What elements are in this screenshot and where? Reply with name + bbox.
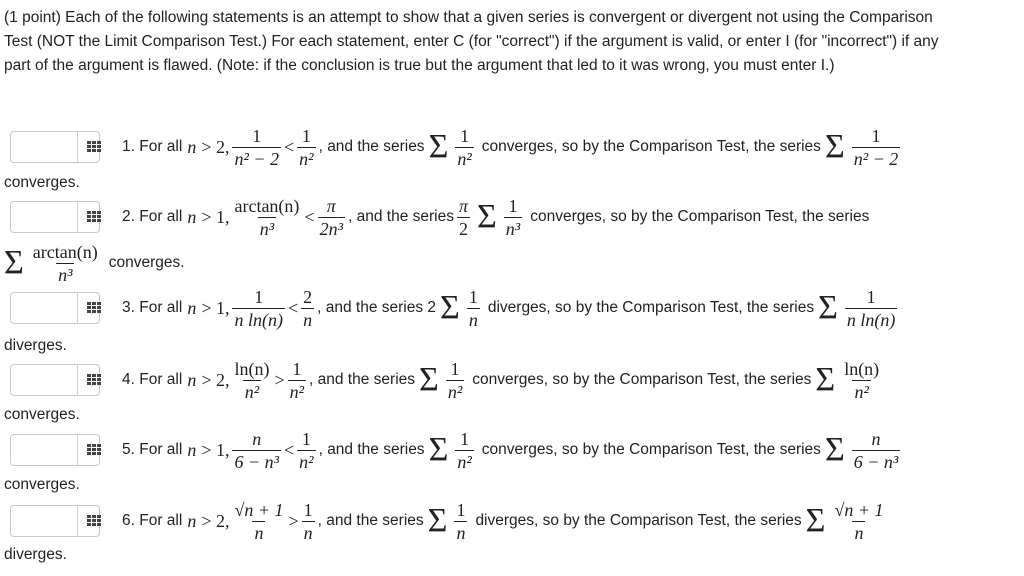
- fraction: $\frac{1}{n}$: [468, 286, 478, 330]
- answer-input-1[interactable]: [11, 132, 67, 162]
- grid-icon[interactable]: [87, 211, 101, 223]
- answer-input-5[interactable]: [11, 435, 67, 465]
- answer-box-3: [10, 292, 100, 324]
- fraction: $\frac{1}{\text{n² − 2}}$: [234, 125, 280, 169]
- grid-icon[interactable]: [87, 374, 101, 386]
- fraction: $\frac{1}{\text{n²}}$: [299, 125, 314, 169]
- fraction: $\frac{1}{\text{n³}}$: [505, 195, 521, 239]
- sigma-icon: Σ: [440, 289, 460, 326]
- answer-box-5: [10, 434, 100, 466]
- conclusion-5: converges.: [4, 476, 80, 493]
- fraction: $\frac{2}{n}$: [303, 286, 313, 330]
- fraction: $\frac{1}{\text{n²}}$: [289, 358, 305, 402]
- fraction: $\frac{n}{\text{6 − n³}}$: [234, 428, 280, 472]
- sigma-icon: Σ: [419, 361, 439, 398]
- grid-icon[interactable]: [87, 444, 101, 456]
- statement-2-tail: [4, 238, 185, 288]
- statement-1: 1. For all n > 2, $\frac{1}{\text{n² − 2}}$ < $\frac{1}{\text{n²}}$ , and the series Σ $\frac{1}{\text{n²}}$ converges, so by the Comparison Test, the series Σ $\frac{1}{\text{n² − 2}}$: [122, 125, 899, 169]
- statement-label: 2. For all: [122, 208, 183, 225]
- statement-6: 6. For all n > 2, $\frac{√n + 1}{n}$ > $\frac{1}{n}$ , and the series Σ $\frac{1}{n}$ diverges, so by the Comparison Test, the series Σ $\frac{√n + 1}{n}$: [122, 499, 884, 543]
- fraction: $\frac{1}{\text{n²}}$: [447, 358, 463, 402]
- answer-box-2: [10, 201, 100, 233]
- fraction: $\frac{\ln(n)}{\text{n²}}$: [234, 358, 270, 402]
- fraction: $\frac{n}{\text{6 − n³}}$: [853, 428, 899, 472]
- sigma-icon: Σ: [4, 244, 24, 281]
- conclusion-4: converges.: [4, 406, 80, 423]
- sigma-icon: Σ: [805, 502, 826, 539]
- sigma-icon: Σ: [824, 431, 845, 468]
- fraction: $\frac{√n + 1}{n}$: [234, 499, 284, 543]
- fraction: $\frac{√n + 1}{n}$: [834, 499, 884, 543]
- sigma-icon: Σ: [477, 198, 497, 235]
- fraction: $\frac{1}{\text{n² − 2}}$: [853, 125, 899, 169]
- answer-box-4: [10, 364, 100, 396]
- grid-icon[interactable]: [87, 515, 101, 527]
- grid-icon[interactable]: [87, 302, 101, 314]
- answer-input-3[interactable]: [11, 293, 67, 323]
- conclusion-1: converges.: [4, 174, 80, 191]
- statement-label: 4. For all: [122, 371, 183, 388]
- fraction: $\frac{1}{n}$: [456, 499, 466, 543]
- conclusion-6: diverges.: [4, 546, 67, 563]
- statement-2: 2. For all n > 1, $\frac{\arctan(n)}{\text{n³}}$ < $\frac{\pi}{\text{2n³}}$ , and the series $\frac{\pi}{2}$ Σ $\frac{1}{\text{n³}}$ converges, so by the Comparison Test, the series: [122, 195, 870, 239]
- statement-label: 5. For all: [122, 441, 183, 458]
- answer-box-1: [10, 131, 100, 163]
- instructions-line: (1 point) Each of the following statements is an attempt to show that a given series is convergent or divergent not using the Comparison: [4, 9, 933, 26]
- fraction: $\frac{1}{\text{n²}}$: [457, 428, 472, 472]
- fraction: $\frac{1}{\text{n ln(n)}}$: [846, 286, 896, 330]
- fraction: $\frac{\ln(n)}{\text{n²}}$: [844, 358, 880, 402]
- statement-label: 6. For all: [122, 512, 183, 529]
- sigma-icon: Σ: [824, 128, 845, 165]
- grid-icon[interactable]: [87, 141, 101, 153]
- sigma-icon: Σ: [428, 431, 449, 468]
- fraction: $\frac{\pi}{2}$: [458, 195, 468, 239]
- conclusion-2: converges.: [108, 254, 185, 271]
- statement-4: 4. For all n > 2, $\frac{\ln(n)}{\text{n²}}$ > $\frac{1}{\text{n²}}$ , and the series Σ $\frac{1}{\text{n²}}$ converges, so by the Comparison Test, the series Σ $\frac{\ln(n)}{\text{n²}}$: [122, 358, 880, 402]
- answer-input-2[interactable]: [11, 202, 67, 232]
- sigma-icon: Σ: [428, 128, 449, 165]
- fraction: $\frac{1}{\text{n²}}$: [457, 125, 472, 169]
- sigma-icon: Σ: [818, 289, 838, 326]
- instructions-line: Test (NOT the Limit Comparison Test.) For each statement, enter C (for "correct") if the argument is valid, or enter I (for "incorrect") if any: [4, 33, 939, 50]
- statement-label: 1. For all: [122, 138, 183, 155]
- fraction: $\frac{\arctan(n)}{\text{n³}}$: [234, 195, 300, 239]
- fraction: $\frac{\arctan(n)}{\text{n³}}$: [32, 241, 98, 285]
- sigma-icon: Σ: [427, 502, 448, 539]
- instructions-line: part of the argument is flawed. (Note: if the conclusion is true but the argument that led to it was wrong, you must enter I.): [4, 57, 835, 74]
- answer-box-6: [10, 505, 100, 537]
- fraction: $\frac{1}{n}$: [303, 499, 313, 543]
- statement-3: 3. For all n > 1, $\frac{1}{\text{n ln(n)}}$ < $\frac{2}{n}$ , and the series 2 Σ $\frac{1}{n}$ diverges, so by the Comparison Test, the series Σ $\frac{1}{\text{n ln(n)}}$: [122, 286, 896, 330]
- fraction: $\frac{1}{\text{n ln(n)}}$: [234, 286, 283, 330]
- instructions: [4, 6, 1024, 78]
- conclusion-3: diverges.: [4, 337, 67, 354]
- fraction: $\frac{1}{\text{n²}}$: [299, 428, 314, 472]
- sigma-icon: Σ: [815, 361, 836, 398]
- statement-label: 3. For all: [122, 299, 183, 316]
- statement-5: 5. For all n > 1, $\frac{n}{\text{6 − n³}}$ < $\frac{1}{\text{n²}}$ , and the series Σ $\frac{1}{\text{n²}}$ converges, so by the Comparison Test, the series Σ $\frac{n}{\text{6 − n³}}$: [122, 428, 899, 472]
- answer-input-6[interactable]: [11, 506, 67, 536]
- fraction: $\frac{\pi}{\text{2n³}}$: [319, 195, 343, 239]
- answer-input-4[interactable]: [11, 365, 67, 395]
